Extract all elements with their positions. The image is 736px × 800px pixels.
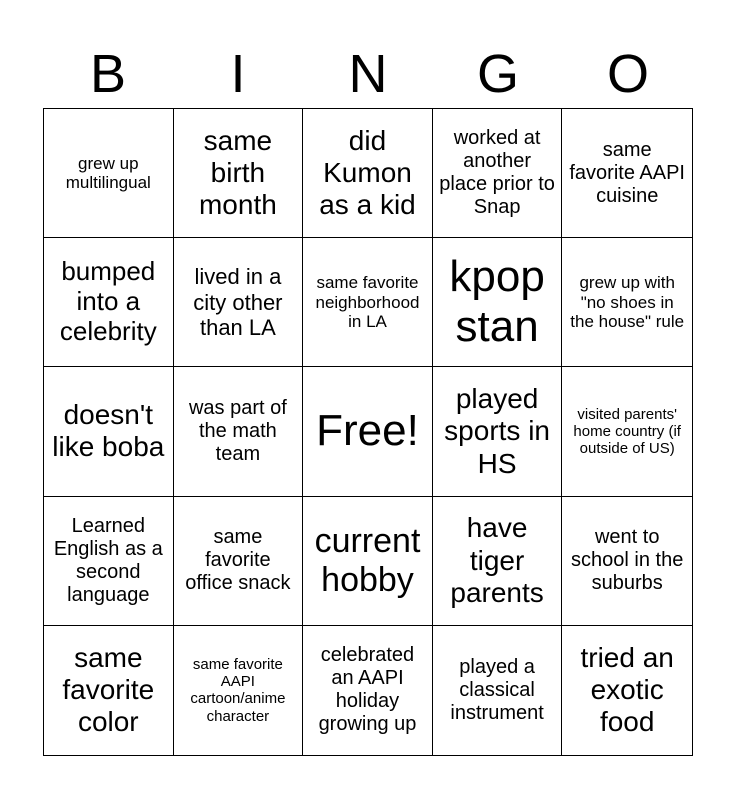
bingo-cell-r4c4[interactable]: have tiger parents <box>433 497 563 626</box>
bingo-cell-r2c5[interactable]: grew up with "no shoes in the house" rule <box>562 238 692 367</box>
bingo-cell-r5c4[interactable]: played a classical instrument <box>433 626 563 755</box>
bingo-cell-r5c1[interactable]: same favorite color <box>44 626 174 755</box>
bingo-cell-r3c1[interactable]: doesn't like boba <box>44 367 174 496</box>
bingo-cell-r4c1[interactable]: Learned English as a second language <box>44 497 174 626</box>
bingo-board <box>43 108 693 756</box>
bingo-cell-r2c2[interactable]: lived in a city other than LA <box>174 238 304 367</box>
bingo-cell-free-space[interactable]: Free! <box>303 367 433 496</box>
bingo-cell-r1c1[interactable]: grew up multilingual <box>44 109 174 238</box>
header-letter-g: G <box>476 44 519 104</box>
bingo-cell-r5c3[interactable]: celebrated an AAPI holiday growing up <box>303 626 433 755</box>
bingo-cell-r1c4[interactable]: worked at another place prior to Snap <box>433 109 563 238</box>
bingo-cell-r3c5[interactable]: visited parents' home country (if outside of US) <box>562 367 692 496</box>
bingo-header <box>43 40 693 108</box>
bingo-cell-r5c5[interactable]: tried an exotic food <box>580 642 674 738</box>
bingo-cell-r1c2[interactable]: same birth month <box>174 109 304 238</box>
bingo-cell-r5c2[interactable]: same favorite AAPI cartoon/anime character <box>174 626 304 755</box>
bingo-cell-r2c4[interactable]: kpop stan <box>433 238 563 367</box>
header-letter-n: N <box>348 44 388 104</box>
header-letter-i: I <box>230 44 246 104</box>
bingo-cell-r4c2[interactable]: same favorite office snack <box>174 497 304 626</box>
bingo-cell-r2c1[interactable]: bumped into a celebrity <box>44 238 174 367</box>
bingo-cell-r4c3[interactable]: current hobby <box>303 497 433 626</box>
bingo-cell-r2c3[interactable]: same favorite neighborhood in LA <box>303 238 433 367</box>
bingo-cell-r4c5[interactable]: went to school in the suburbs <box>562 497 692 626</box>
header-letter-b: B <box>89 44 127 104</box>
bingo-cell-r3c4[interactable]: played sports in HS <box>433 367 563 496</box>
bingo-cell-r1c3[interactable]: did Kumon as a kid <box>303 109 433 238</box>
bingo-cell-r3c2[interactable]: was part of the math team <box>174 367 304 496</box>
bingo-cell-r1c5[interactable]: same favorite AAPI cuisine <box>562 109 692 238</box>
header-letter-o: O <box>606 44 649 104</box>
